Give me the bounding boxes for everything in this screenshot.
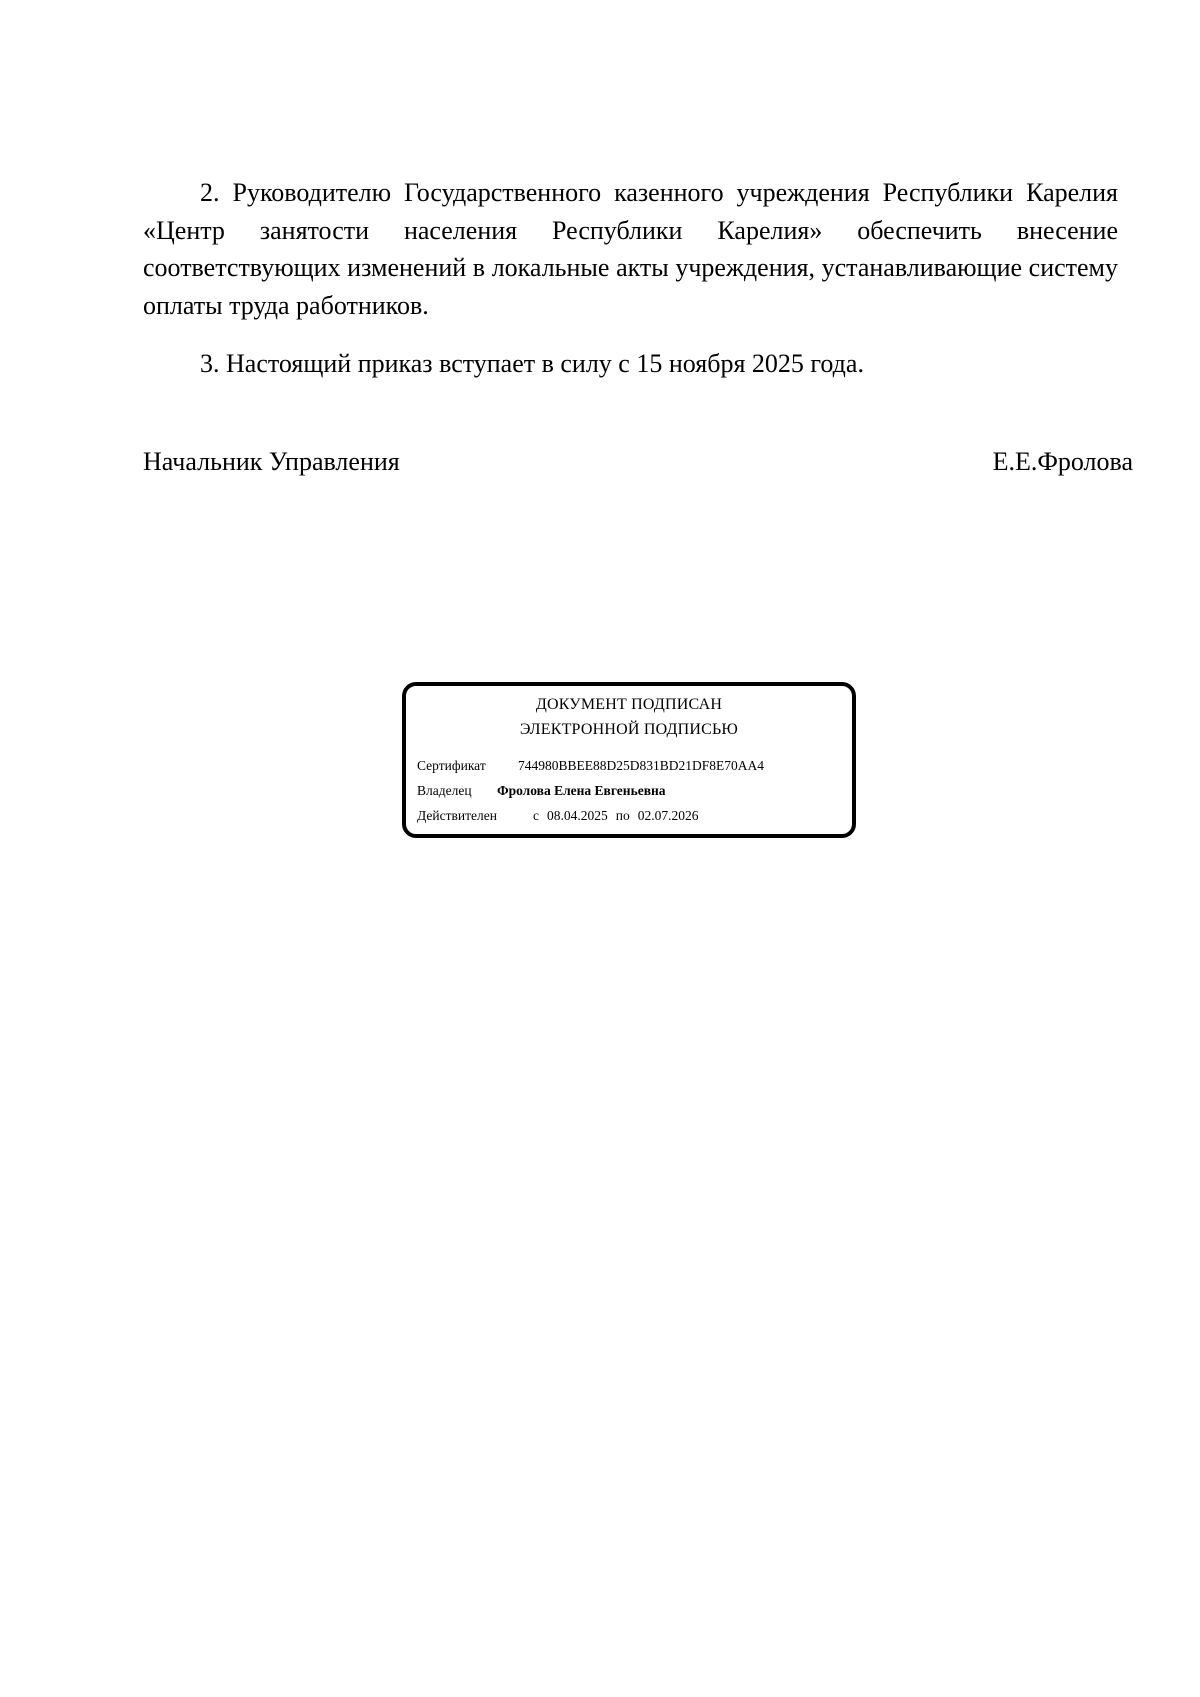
- validity-label: Действителен: [417, 808, 497, 823]
- certificate-value: 744980BBEE88D25D831BD21DF8E70AA4: [518, 758, 765, 773]
- electronic-signature-stamp: [402, 682, 856, 838]
- stamp-title: [406, 692, 852, 742]
- owner-label: Владелец: [417, 783, 472, 798]
- paragraph-3: 3. Настоящий приказ вступает в силу с 15 ноября 2025 года.: [200, 349, 864, 378]
- valid-to-date: 02.07.2026: [637, 808, 699, 823]
- valid-from-prefix: с: [533, 808, 539, 823]
- valid-to-prefix: по: [615, 808, 630, 823]
- valid-from-date: 08.04.2025: [547, 808, 608, 823]
- stamp-owner-row: [417, 778, 852, 803]
- signatory-position: Начальник Управления: [143, 447, 400, 476]
- stamp-title-line-1: ДОКУМЕНТ ПОДПИСАН: [535, 696, 723, 713]
- signature-line: [143, 443, 1133, 480]
- certificate-label: Сертификат: [417, 758, 486, 773]
- stamp-validity-row: [417, 803, 852, 828]
- stamp-title-line-2: ЭЛЕКТРОННОЙ ПОДПИСЬЮ: [519, 721, 739, 738]
- owner-value: Фролова Елена Евгеньевна: [497, 783, 666, 798]
- stamp-details: [406, 753, 852, 828]
- signatory-name: Е.Е.Фролова: [992, 447, 1133, 476]
- paragraph-2: 2. Руководителю Государственного казенного учреждения Республики Карелия «Центр занятости населения Республики Карелия» обеспечить внесение соответствующих изменений в локальные акты учреждения, устанавливающие систему оплаты труда работников.: [143, 178, 1118, 320]
- stamp-certificate-row: [417, 753, 852, 778]
